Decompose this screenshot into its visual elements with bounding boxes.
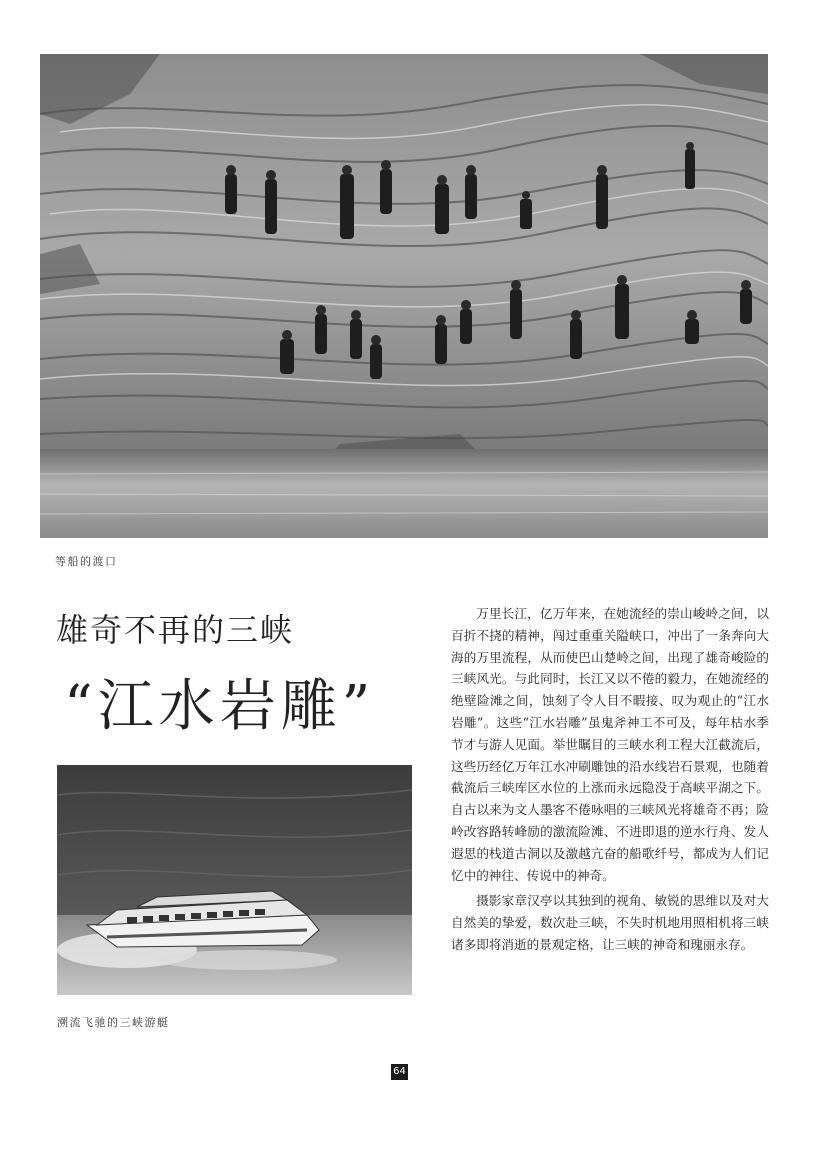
- ferry-landing-photo: [40, 54, 768, 538]
- page-number: 64: [391, 1064, 408, 1080]
- boat-photo-caption: 溯流飞驰的三峡游艇: [57, 1016, 170, 1029]
- article-subtitle: 雄奇不再的三峡: [56, 611, 295, 649]
- hydrofoil-boat-image: [57, 765, 412, 995]
- body-paragraph-1: 万里长江，亿万年来，在她流经的崇山峻岭之间，以百折不挠的精神，闯过重重关隘峡口，冲出了一条奔向大海的万里流程，从而使巴山楚岭之间，出现了雄奇峻险的三峡风光。与此同时，长江又以不倦的毅力，在她流经的绝壁险滩之间，蚀刻了令人目不暇接、叹为观止的“江水岩雕”。这些“江水岩雕”虽鬼斧神工不可及，每年枯水季节才与游人见面。举世瞩目的三峡水利工程大江截流后，这些历经亿万年江水冲刷雕蚀的沿水线岩石景观，也随着截流后三峡库区水位的上涨而永远隐没于高峡平湖之下。自古以来为文人墨客不倦咏唱的三峡风光将雄奇不再；险岭改容路转峰励的激流险滩、不进即退的逆水行舟、发人遐思的栈道古洞以及激越亢奋的船歌纤号，都成为人们记忆中的神往、传说中的神奇。: [451, 606, 769, 883]
- hydrofoil-boat-photo: [57, 765, 412, 995]
- ferry-landing-image: [40, 54, 768, 538]
- body-paragraph-2: 摄影家章汉亭以其独到的视角、敏锐的思维以及对大自然美的挚爱，数次赴三峡，不失时机地用照相机将三峡诸多即将消逝的景观定格，让三峡的神奇和瑰丽永存。: [451, 893, 769, 952]
- article-body: [451, 603, 769, 956]
- article-title: “江水岩雕”: [64, 674, 376, 739]
- top-photo-caption: 等船的渡口: [55, 555, 118, 568]
